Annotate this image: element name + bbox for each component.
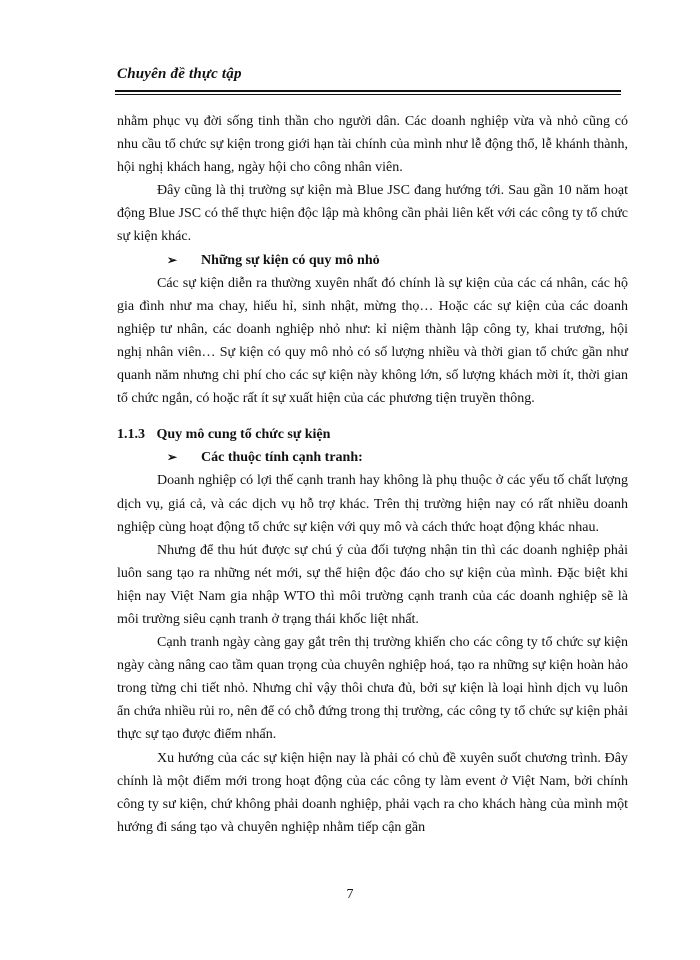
- bullet-heading-text: Những sự kiện có quy mô nhỏ: [201, 252, 380, 268]
- arrow-bullet-icon: ➢: [167, 252, 178, 267]
- arrow-bullet-icon: ➢: [167, 450, 178, 465]
- running-header: Chuyên đề thực tập: [117, 66, 242, 82]
- paragraph: Nhưng để thu hút được sự chú ý của đối tượng nhận tin thì các doanh nghiệp phải luôn sang tạo ra những nét mới, sự thể hiện độc đáo cho sự kiện của mình. Đặc biệt khi hiện nay Việt Nam gia nhập WTO thì môi trường cạnh tranh của các doanh nghiệp sẽ là môi trường siêu cạnh tranh ở trạng thái khốc liệt nhất.: [117, 542, 628, 627]
- paragraph: nhằm phục vụ đời sống tinh thần cho người dân. Các doanh nghiệp vừa và nhỏ cũng có nhu cầu tổ chức sự kiện trong giới hạn tài chính của mình như lễ động thổ, lễ khánh thành, hội nghị khách hang, ngày hội cho công nhân viên.: [117, 114, 628, 176]
- section-number: 1.1.3: [117, 427, 145, 443]
- paragraph: Xu hướng của các sự kiện hiện nay là phải có chủ đề xuyên suốt chương trình. Đây chính là một điểm mới trong hoạt động của các công ty làm event ở Việt Nam, bởi chính công ty sư kiện, chứ không phải doanh nghiệp, phải vạch ra cho khách hàng của mình một hướng đi sáng tạo và chuyên nghiệp nhằm tiếp cận gần: [117, 750, 628, 835]
- paragraph: Đây cũng là thị trường sự kiện mà Blue JSC đang hướng tới. Sau gần 10 năm hoạt động Blue JSC có thể thực hiện độc lập mà không cần phải liên kết với các công ty tổ chức sự kiện khác.: [117, 183, 628, 245]
- header-rule-thick: [115, 90, 621, 92]
- bullet-heading: [117, 446, 628, 469]
- paragraph: Các sự kiện diễn ra thường xuyên nhất đó chính là sự kiện của các cá nhân, các hộ gia đình như ma chay, hiếu hỉ, sinh nhật, mừng thọ… Hoặc các sự kiện của các doanh nghiệp tư nhân, các doanh nghiệp nhỏ như: kỉ niệm thành lập công ty, khai trương, hội nghị nhân viên… Sự kiện có quy mô nhỏ có số lượng nhiều và thời gian tổ chức gần như quanh năm nhưng chi phí cho các sự kiện này không lớn, số lượng khách mời ít, thời gian tổ chức ngắn, có hoặc rất ít sự xuất hiện của các phương tiện truyền thông.: [117, 275, 628, 407]
- bullet-heading: [117, 249, 628, 272]
- header-rule-thin: [115, 94, 621, 95]
- section-title: Quy mô cung tổ chức sự kiện: [156, 427, 331, 443]
- page-number: 7: [346, 887, 354, 902]
- paragraph: Doanh nghiệp có lợi thế cạnh tranh hay không là phụ thuộc ở các yếu tố chất lượng dịch vụ, giá cả, và các dịch vụ hỗ trợ khác. Trên thị trường hiện nay có rất nhiều doanh nghiệp cùng hoạt động tổ chức sự kiện với quy mô và cách thức hoạt động khác nhau.: [117, 473, 628, 535]
- body-text: [117, 110, 628, 839]
- paragraph: Cạnh tranh ngày càng gay gắt trên thị trường khiến cho các công ty tổ chức sự kiện ngày càng nâng cao tầm quan trọng của chuyên nghiệp hoá, tạo ra những sự kiện hoàn hảo trong từng chi tiết nhỏ. Nhưng chỉ vậy thôi chưa đủ, bởi sự kiện là loại hình dịch vụ luôn ẩn chứa nhiều rủi ro, nên để có chỗ đứng trong thị trường, các công ty tổ chức sự kiện phải thực sự tạo được điểm nhấn.: [117, 635, 628, 743]
- section-heading: [117, 423, 628, 446]
- bullet-heading-text: Các thuộc tính cạnh tranh:: [201, 450, 363, 466]
